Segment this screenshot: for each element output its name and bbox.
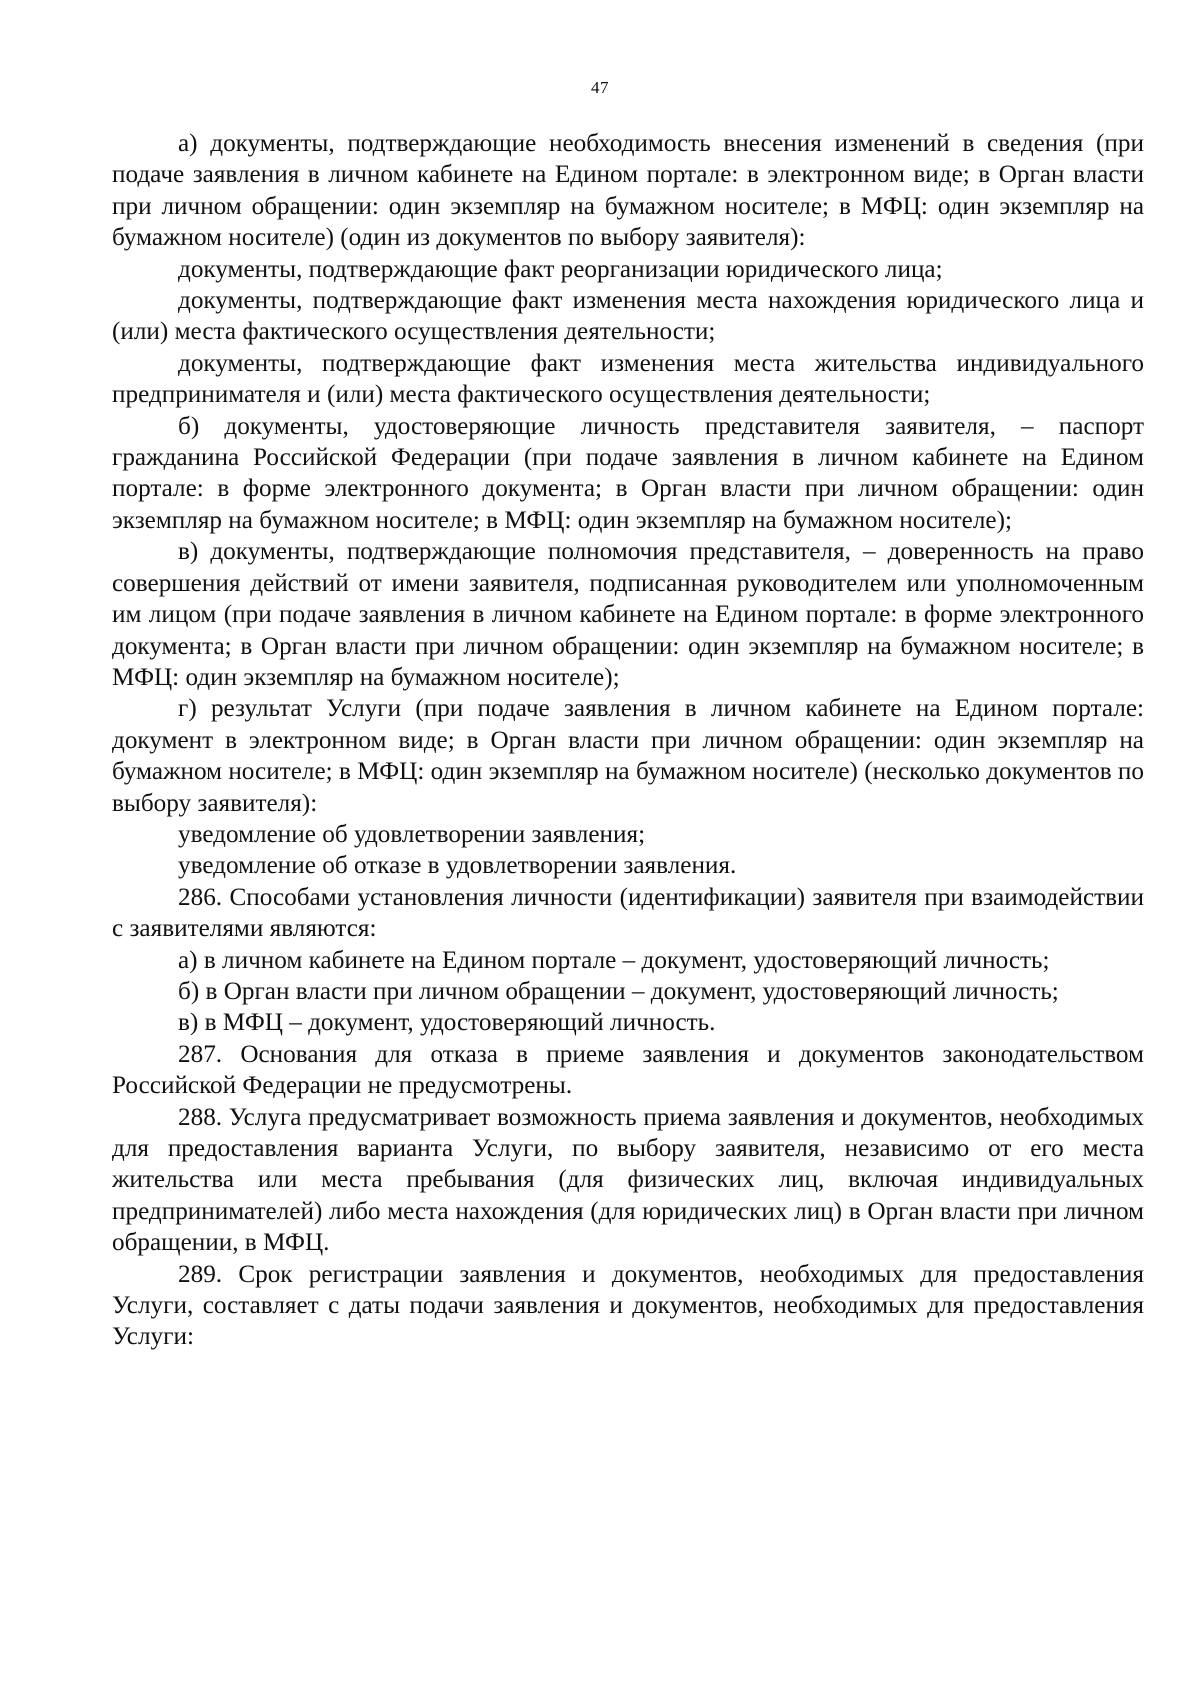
paragraph-a-documents: а) документы, подтверждающие необходимость внесения изменений в сведения (при подаче заявления в личном кабинете на Едином портале: в электронном виде; в Орган власти при личном обращении: один экземпляр на бумажном носителе; в МФЦ: один экземпляр на бумажном носителе) (один из документов по выбору заявителя): bbox=[112, 130, 1144, 252]
paragraph-g-service-result: г) результат Услуги (при подаче заявления в личном кабинете на Едином портале: документ в электронном виде; в Орган власти при личном обращении: один экземпляр на бумажном носителе; в МФЦ: один экземпляр на бумажном носителе) (несколько документов по выбору заявителя): bbox=[112, 695, 1144, 817]
paragraph-287: 287. Основания для отказа в приеме заявления и документов законодательством Российской Федерации не предусмотрены. bbox=[112, 1040, 1144, 1100]
paragraph-approval-notice: уведомление об удовлетворении заявления; bbox=[178, 820, 646, 848]
paragraph-b-representative-identity: б) документы, удостоверяющие личность представителя заявителя, – паспорт гражданина Российской Федерации (при подаче заявления в личном кабинете на Едином портале: в форме электронного документа; в Орган власти при личном обращении: один экземпляр на бумажном носителе; в МФЦ: один экземпляр на бумажном носителе); bbox=[112, 412, 1144, 534]
paragraph-286-a: а) в личном кабинете на Едином портале – документ, удостоверяющий личность; bbox=[178, 946, 1050, 974]
paragraph-entrepreneur-residence-change: документы, подтверждающие факт изменения места жительства индивидуального предпринимателя и (или) места фактического осуществления деятельности; bbox=[112, 349, 1144, 409]
paragraph-286-b: б) в Орган власти при личном обращении – документ, удостоверяющий личность; bbox=[178, 977, 1059, 1005]
paragraph-289: 289. Срок регистрации заявления и документов, необходимых для предоставления Услуги, составляет с даты подачи заявления и документов, необходимых для предоставления Услуги: bbox=[112, 1260, 1144, 1351]
paragraph-286-v: в) в МФЦ – документ, удостоверяющий личность. bbox=[178, 1009, 716, 1037]
paragraph-legal-address-change: документы, подтверждающие факт изменения места нахождения юридического лица и (или) места фактического осуществления деятельности; bbox=[112, 287, 1144, 346]
paragraph-v-representative-authority: в) документы, подтверждающие полномочия представителя, – доверенность на право совершения действий от имени заявителя, подписанная руководителем или уполномоченным им лицом (при подаче заявления в личном кабинете на Едином портале: в форме электронного документа; в Орган власти при личном обращении: один экземпляр на бумажном носителе; в МФЦ: один экземпляр на бумажном носителе); bbox=[112, 538, 1144, 691]
paragraph-reorganization: документы, подтверждающие факт реорганизации юридического лица; bbox=[178, 255, 943, 283]
page-number: 47 bbox=[591, 78, 609, 97]
paragraph-288: 288. Услуга предусматривает возможность приема заявления и документов, необходимых для предоставления варианта Услуги, по выбору заявителя, независимо от его места жительства или места пребывания (для физических лиц, включая индивидуальных предпринимателей) либо места нахождения (для юридических лиц) в Орган власти при личном обращении, в МФЦ. bbox=[112, 1103, 1144, 1257]
paragraph-refusal-notice: уведомление об отказе в удовлетворении заявления. bbox=[178, 852, 737, 880]
document-body bbox=[112, 128, 1144, 1353]
paragraph-286: 286. Способами установления личности (идентификации) заявителя при взаимодействии с заявителями являются: bbox=[112, 883, 1144, 943]
